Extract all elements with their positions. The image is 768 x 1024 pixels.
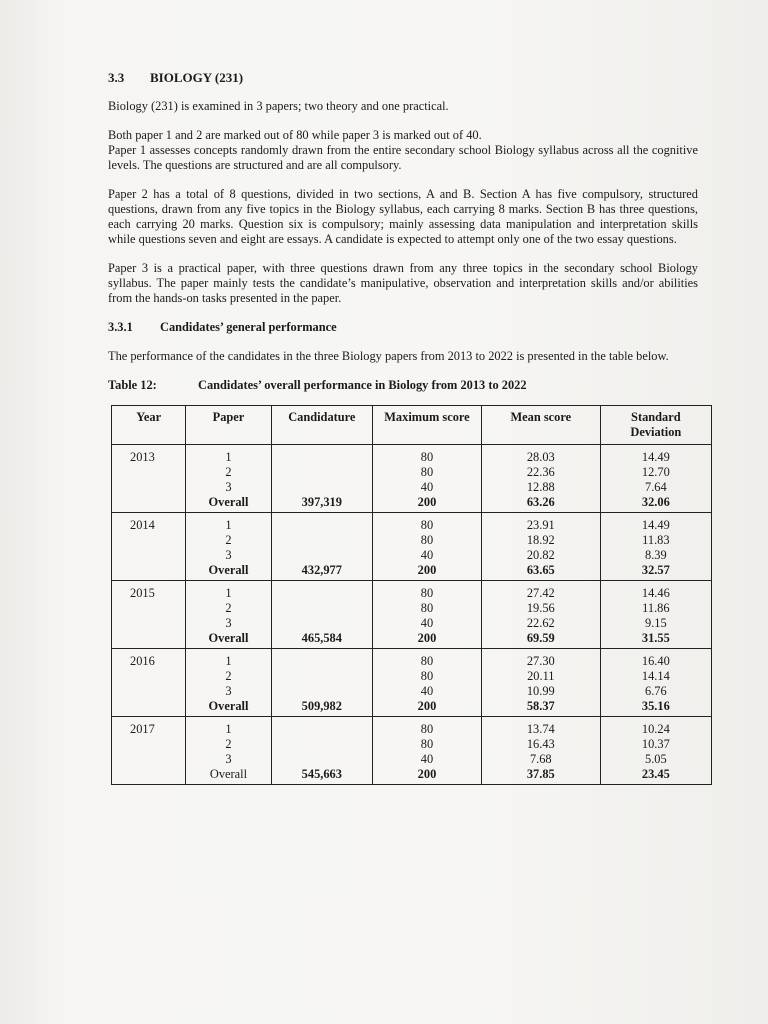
- sd-value: 14.49: [641, 518, 670, 532]
- header-sd-line1: Standard: [631, 410, 681, 424]
- sd-value: 11.83: [642, 533, 670, 547]
- paper-value: 1: [225, 518, 232, 532]
- max-score-value: 40: [420, 752, 434, 766]
- mean-score-value: 27.30: [526, 654, 555, 668]
- max-score-value: 80: [420, 450, 434, 464]
- table-row-2015: [112, 581, 712, 649]
- table-body: [112, 445, 712, 785]
- sd-overall: 32.06: [641, 495, 670, 509]
- mean-score-value: 13.74: [526, 722, 555, 736]
- mean-score-cell: [481, 581, 600, 649]
- mean-score-value: 18.92: [526, 533, 555, 547]
- mean-score-value: 28.03: [526, 450, 555, 464]
- max-score-cell: [373, 581, 482, 649]
- sd-overall: 32.57: [641, 563, 670, 577]
- max-score-total: 200: [417, 699, 437, 713]
- sd-value: 10.37: [641, 737, 670, 751]
- mean-score-value: 16.43: [526, 737, 555, 751]
- paper-overall: Overall: [208, 631, 249, 645]
- paper-cell: [186, 513, 271, 581]
- sd-overall: 23.45: [641, 767, 670, 781]
- page-content: [108, 70, 698, 785]
- paper-cell: [186, 581, 271, 649]
- year-cell: 2016: [112, 649, 186, 717]
- header-candidature: Candidature: [271, 406, 372, 445]
- sd-value: 8.39: [645, 548, 667, 562]
- table-row-2013: [112, 445, 712, 513]
- max-score-cell: [373, 445, 482, 513]
- max-score-value: 80: [420, 586, 434, 600]
- paper-overall: Overall: [209, 767, 248, 781]
- max-score-total: 200: [417, 631, 437, 645]
- paper-value: 1: [225, 586, 232, 600]
- mean-score-overall: 69.59: [526, 631, 555, 645]
- max-score-cell: [373, 649, 482, 717]
- header-maximum-score: Maximum score: [373, 406, 482, 445]
- paper-value: 2: [225, 601, 232, 615]
- max-score-total: 200: [417, 495, 437, 509]
- paragraph-2: Both paper 1 and 2 are marked out of 80 while paper 3 is marked out of 40.: [108, 128, 482, 142]
- section-title: BIOLOGY (231): [150, 70, 244, 85]
- sd-value: 14.14: [641, 669, 670, 683]
- paper-overall: Overall: [208, 495, 249, 509]
- paragraph-1: Biology (231) is examined in 3 papers; two theory and one practical.: [108, 99, 449, 113]
- max-score-value: 80: [420, 533, 434, 547]
- sd-value: 10.24: [641, 722, 670, 736]
- sd-value: 14.49: [641, 450, 670, 464]
- paper-value: 2: [225, 533, 232, 547]
- table-header-row: [112, 406, 712, 445]
- candidature-cell: 509,982: [271, 649, 372, 717]
- mean-score-value: 20.11: [527, 669, 555, 683]
- candidature-cell: 432,977: [271, 513, 372, 581]
- sd-value: 6.76: [645, 684, 667, 698]
- sd-cell: [600, 513, 711, 581]
- max-score-value: 80: [420, 601, 434, 615]
- paper-value: 1: [225, 722, 232, 736]
- max-score-value: 40: [420, 684, 434, 698]
- max-score-cell: [373, 717, 482, 785]
- candidature-cell: 397,319: [271, 445, 372, 513]
- max-score-value: 40: [420, 616, 434, 630]
- paper-value: 3: [225, 616, 232, 630]
- max-score-value: 40: [420, 480, 434, 494]
- sd-cell: [600, 717, 711, 785]
- paper-value: 3: [225, 752, 232, 766]
- paper-cell: [186, 445, 271, 513]
- table-title: Candidates’ overall performance in Biology from 2013 to 2022: [198, 378, 527, 392]
- year-cell: 2017: [112, 717, 186, 785]
- mean-score-value: 22.36: [526, 465, 555, 479]
- mean-score-value: 20.82: [526, 548, 555, 562]
- table-row-2016: [112, 649, 712, 717]
- paper-value: 1: [225, 450, 232, 464]
- sd-value: 7.64: [645, 480, 667, 494]
- paragraph-4: Paper 2 has a total of 8 questions, divided in two sections, A and B. Section A has five compulsory, structured questions, drawn from any five topics in the Biology syllabus, each carrying 8 marks. Section B has three questions, each carrying 20 marks. Question six is compulsory; mainly assessing data manipulation and interpretation skills while questions seven and eight are essays. A candidate is expected to attempt only one of the two essay questions.: [108, 187, 698, 246]
- candidature-cell: 465,584: [271, 581, 372, 649]
- mean-score-value: 7.68: [529, 752, 552, 766]
- section-number: 3.3: [108, 70, 125, 85]
- sd-cell: [600, 581, 711, 649]
- header-sd-line2: Deviation: [630, 425, 682, 439]
- max-score-value: 80: [420, 737, 434, 751]
- section-heading: [108, 70, 698, 85]
- header-paper: Paper: [186, 406, 271, 445]
- table-caption: [108, 378, 698, 393]
- paper-value: 3: [225, 548, 232, 562]
- table-label: Table 12:: [108, 378, 157, 392]
- table-intro: The performance of the candidates in the three Biology papers from 2013 to 2022 is presented in the table below.: [108, 349, 669, 363]
- mean-score-overall: 37.85: [526, 767, 555, 781]
- mean-score-cell: [481, 513, 600, 581]
- sd-overall: 35.16: [641, 699, 670, 713]
- max-score-total: 200: [417, 563, 437, 577]
- subsection-number: 3.3.1: [108, 320, 133, 334]
- max-score-total: 200: [417, 767, 437, 781]
- max-score-value: 40: [420, 548, 434, 562]
- sd-value: 14.46: [641, 586, 670, 600]
- subsection-title: Candidates’ general performance: [160, 320, 337, 334]
- paper-value: 3: [225, 684, 232, 698]
- paper-overall: Overall: [208, 563, 249, 577]
- header-mean-score: Mean score: [481, 406, 600, 445]
- mean-score-value: 22.62: [526, 616, 555, 630]
- mean-score-overall: 58.37: [526, 699, 555, 713]
- table-row-2017: [112, 717, 712, 785]
- candidature-cell: 545,663: [271, 717, 372, 785]
- year-cell: 2014: [112, 513, 186, 581]
- paper-cell: [186, 717, 271, 785]
- mean-score-value: 23.91: [526, 518, 555, 532]
- paper-overall: Overall: [208, 699, 249, 713]
- mean-score-overall: 63.65: [526, 563, 555, 577]
- sd-value: 11.86: [642, 601, 670, 615]
- max-score-value: 80: [420, 669, 434, 683]
- sd-cell: [600, 649, 711, 717]
- sd-cell: [600, 445, 711, 513]
- paper-value: 3: [225, 480, 232, 494]
- sd-value: 16.40: [641, 654, 670, 668]
- paper-value: 2: [225, 737, 232, 751]
- max-score-value: 80: [420, 518, 434, 532]
- mean-score-cell: [481, 649, 600, 717]
- year-cell: 2013: [112, 445, 186, 513]
- performance-table: [111, 405, 712, 785]
- mean-score-value: 10.99: [526, 684, 555, 698]
- max-score-value: 80: [420, 654, 434, 668]
- mean-score-value: 27.42: [526, 586, 555, 600]
- mean-score-value: 12.88: [526, 480, 555, 494]
- sd-overall: 31.55: [641, 631, 670, 645]
- subsection-heading: [108, 320, 698, 335]
- mean-score-cell: [481, 445, 600, 513]
- mean-score-overall: 63.26: [526, 495, 555, 509]
- header-standard-deviation: [600, 406, 711, 445]
- paper-value: 2: [225, 669, 232, 683]
- sd-value: 12.70: [641, 465, 670, 479]
- paragraph-5: Paper 3 is a practical paper, with three questions drawn from any three topics in the secondary school Biology syllabus. The paper mainly tests the candidate’s manipulative, observation and interpretation skills and/or abilities from the hands-on tasks presented in the paper.: [108, 261, 698, 305]
- mean-score-value: 19.56: [526, 601, 555, 615]
- sd-value: 5.05: [645, 752, 667, 766]
- max-score-cell: [373, 513, 482, 581]
- year-cell: 2015: [112, 581, 186, 649]
- header-year: Year: [112, 406, 186, 445]
- table-row-2014: [112, 513, 712, 581]
- mean-score-cell: [481, 717, 600, 785]
- paper-value: 2: [225, 465, 232, 479]
- paper-cell: [186, 649, 271, 717]
- max-score-value: 80: [420, 722, 434, 736]
- max-score-value: 80: [420, 465, 434, 479]
- paragraph-3: Paper 1 assesses concepts randomly drawn from the entire secondary school Biology syllabus across all the cognitive levels. The questions are structured and are all compulsory.: [108, 143, 698, 172]
- paper-value: 1: [225, 654, 232, 668]
- sd-value: 9.15: [645, 616, 667, 630]
